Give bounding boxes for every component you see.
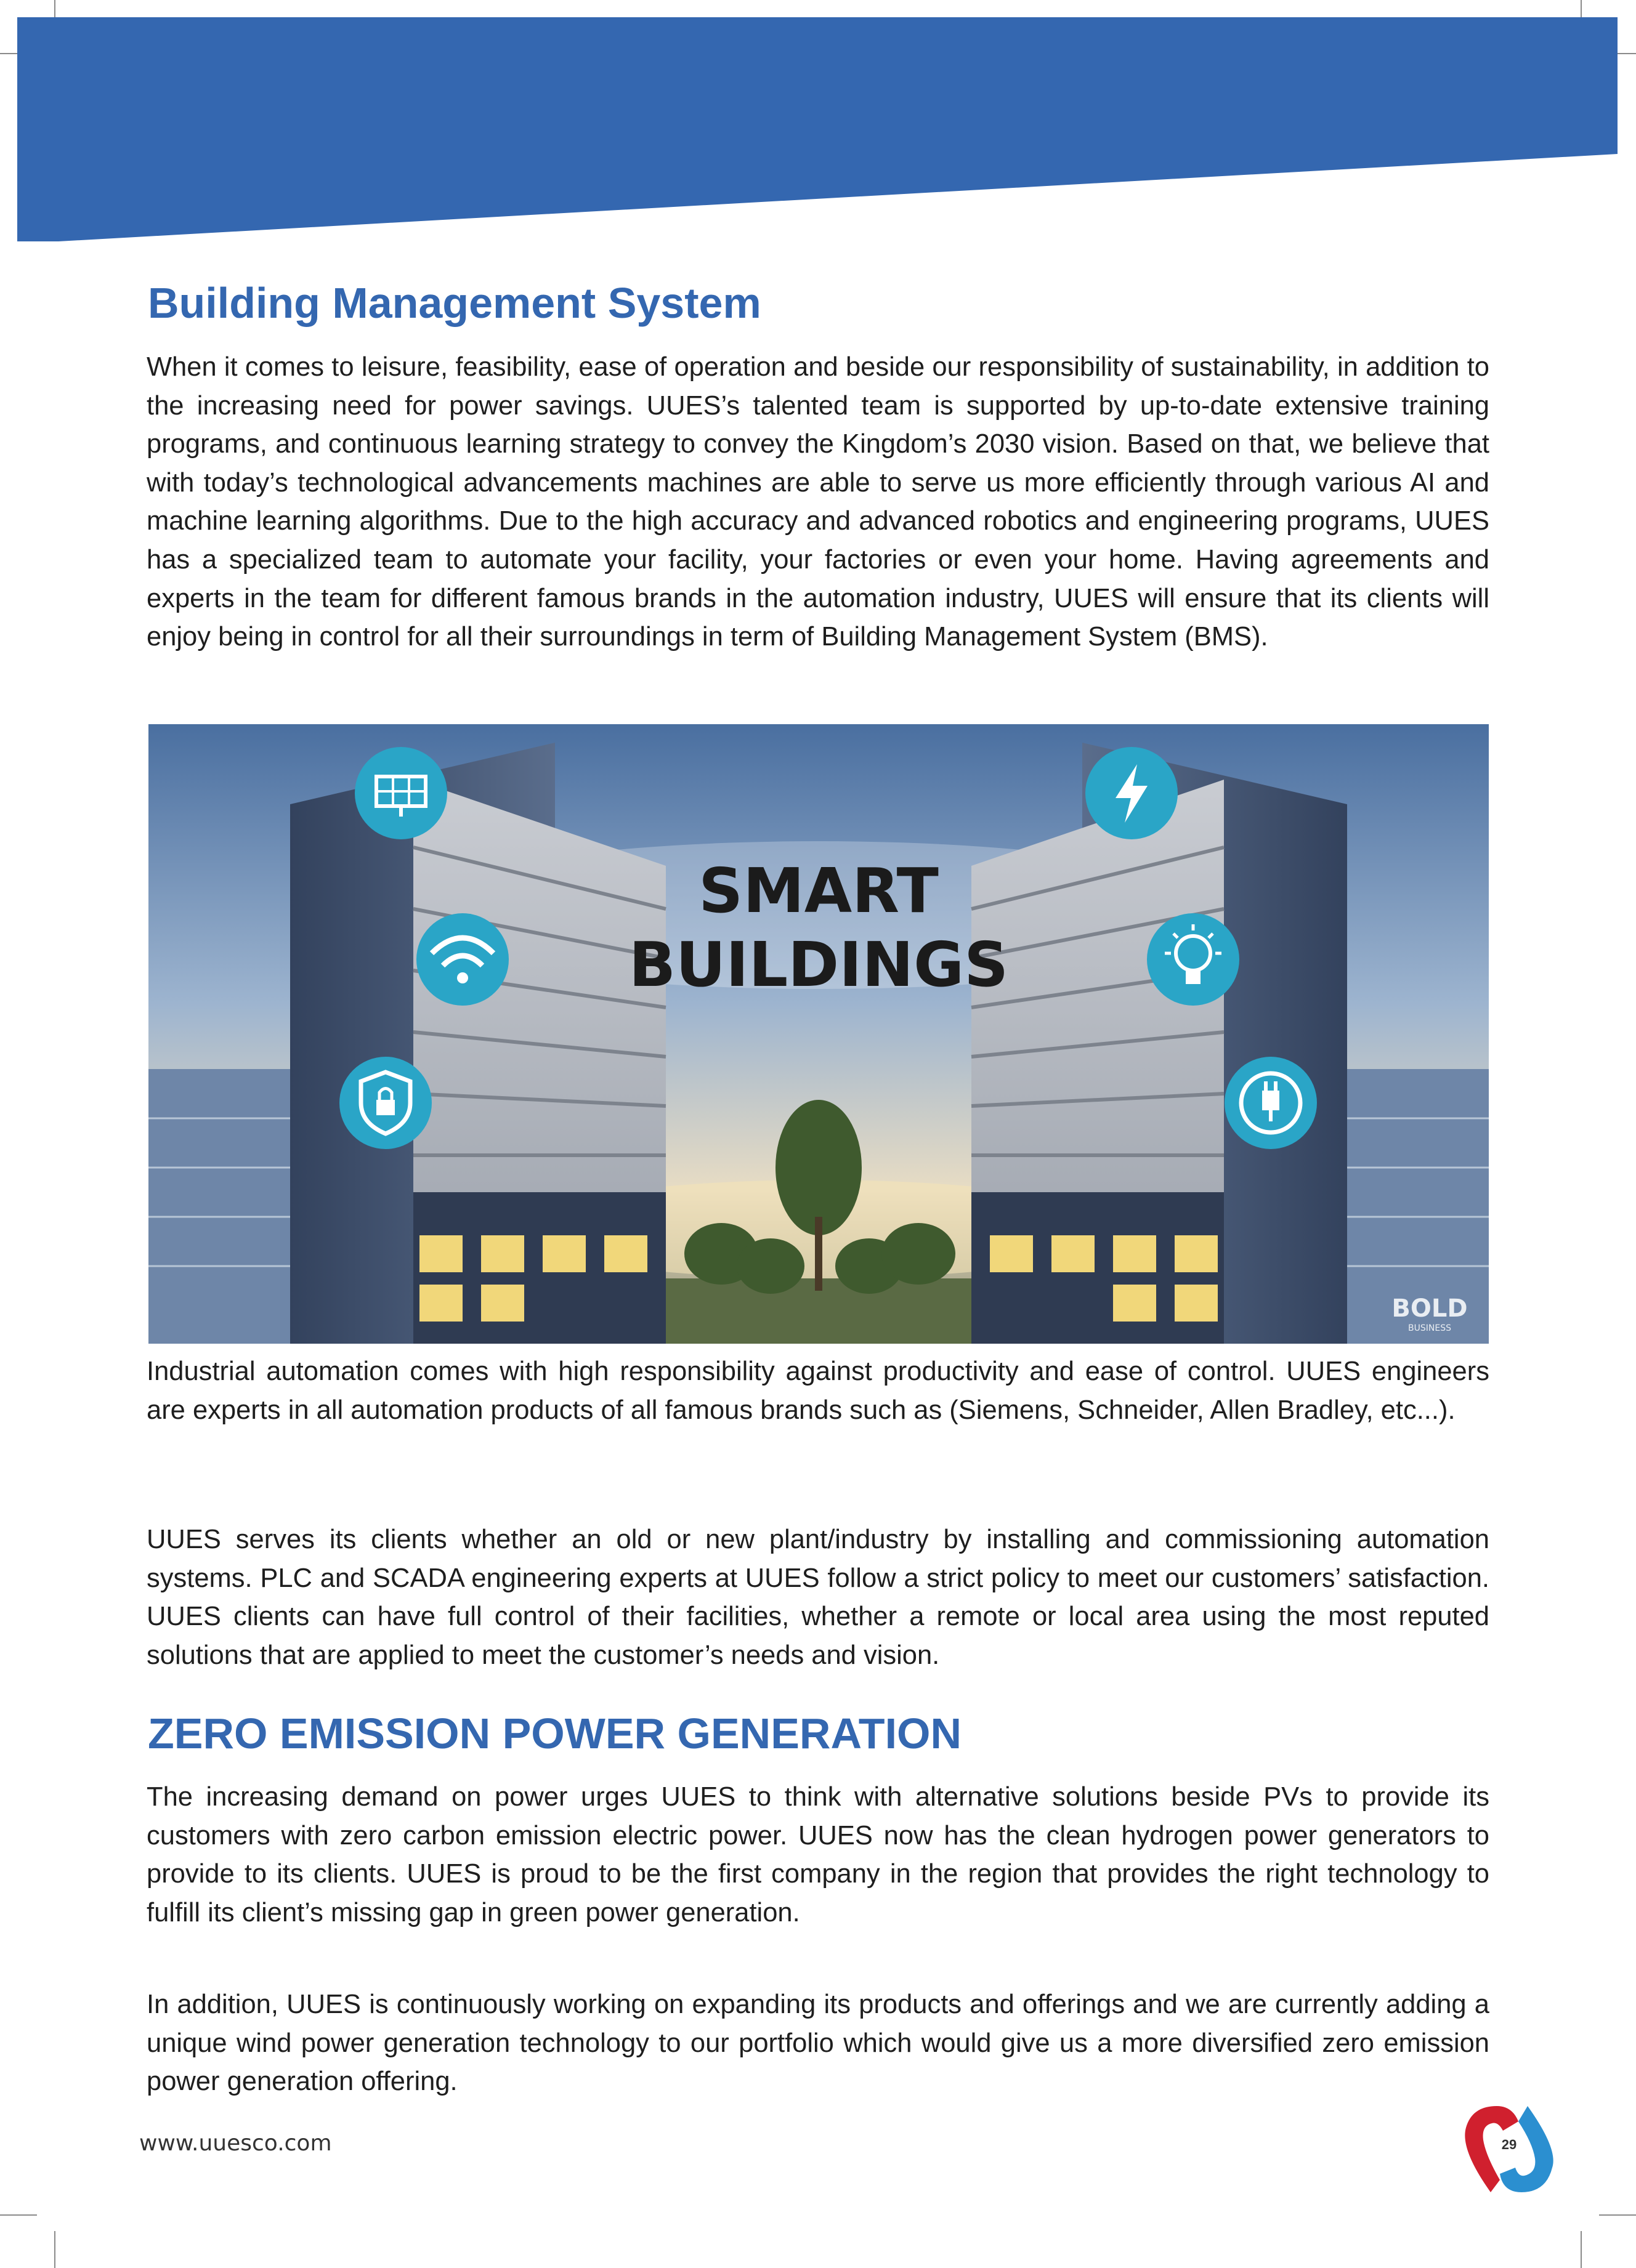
- bms-intro-paragraph: When it comes to leisure, feasibility, ease of operation and beside our responsibility of sustainability, in addition to the increasing need for power savings. UUES’s talented team is supported by up-to-date extensive training programs, and continuous learning strategy to convey the Kingdom’s 2030 vision. Based on that, we believe that with today’s technological advancements machines are able to serve us more efficiently through various AI and machine learning algorithms. Due to the high accuracy and advanced robotics and engineering programs, UUES has a specialized team to automate your facility, your factories or even your home. Having agreements and experts in the team for different famous brands in the automation industry, UUES will ensure that its clients will enjoy being in control for all their surroundings in term of Building Management System (BMS).: [147, 352, 1489, 652]
- hydrogen-generation-paragraph: The increasing demand on power urges UUES to think with alternative solutions beside PVs to provide its customers with zero carbon emission electric power. UUES now has the clean hydrogen power generators to provide to its clients. UUES is proud to be the first company in the region that provides the right technology to fulfill its client’s missing gap in green power generation.: [147, 1782, 1489, 1927]
- section-title-bms: Building Management System: [148, 279, 761, 327]
- page-number: 29: [1501, 2137, 1517, 2152]
- power-plug-icon: [1225, 1057, 1317, 1149]
- watermark-logo-sub: BUSINESS: [1408, 1323, 1451, 1333]
- hero-headline-line1: SMART: [699, 855, 939, 927]
- crop-mark: [1581, 2231, 1582, 2268]
- watermark-logo: BOLD: [1391, 1294, 1468, 1323]
- section-title-zero-emission: ZERO EMISSION POWER GENERATION: [148, 1709, 962, 1757]
- smart-buildings-image: [148, 724, 1489, 1344]
- wind-power-paragraph: In addition, UUES is continuously working on expanding its products and offerings and we are currently adding a unique wind power generation technology to our portfolio which would give us a more diversified zero emission power generation offering.: [147, 1990, 1489, 2097]
- crop-mark: [0, 2214, 37, 2216]
- solar-panel-icon: [355, 747, 447, 839]
- wifi-icon: [416, 913, 509, 1006]
- lightning-bolt-icon: [1085, 747, 1178, 839]
- industrial-automation-paragraph: Industrial automation comes with high responsibility against productivity and ease of control. UUES engineers are experts in all automation products of all famous brands such as (Siemens, Schneider, Allen Bradley, etc...).: [147, 1357, 1489, 1425]
- header-band: [0, 0, 1636, 246]
- hero-headline-line2: BUILDINGS: [628, 929, 1009, 1001]
- crop-mark: [54, 2231, 55, 2268]
- light-bulb-icon: [1147, 913, 1239, 1006]
- crop-mark: [1599, 2214, 1636, 2216]
- footer-website: www.uuesco.com: [139, 2131, 332, 2156]
- lock-shield-icon: [339, 1057, 432, 1149]
- plc-scada-paragraph: UUES serves its clients whether an old or new plant/industry by installing and commissioning automation systems. PLC and SCADA engineering experts at UUES follow a strict policy to meet our customers’ satisfaction. UUES clients can have full control of their facilities, whether a remote or local area using the most reputed solutions that are applied to meet the customer’s needs and vision.: [147, 1525, 1489, 1670]
